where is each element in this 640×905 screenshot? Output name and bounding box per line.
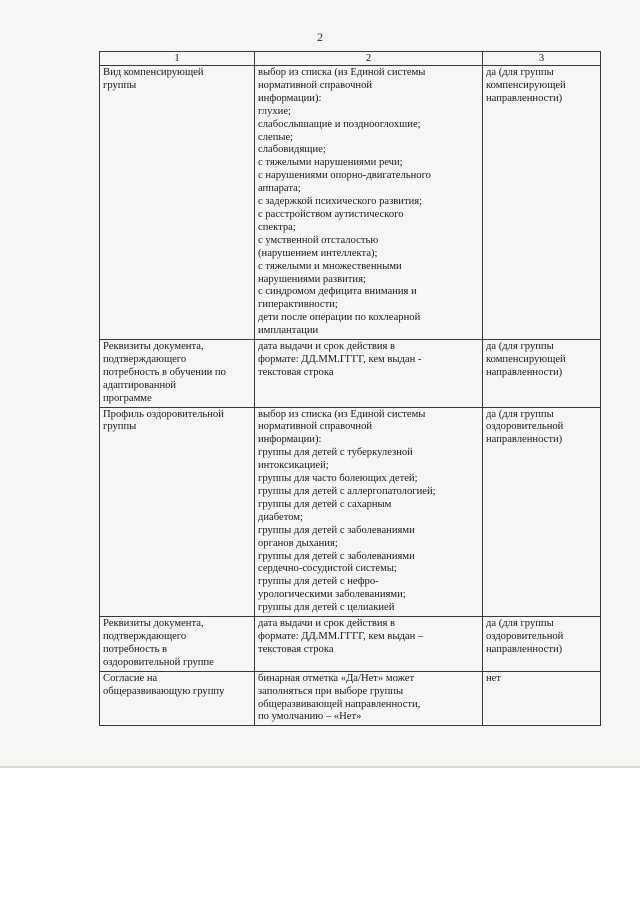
field-format-cell	[255, 407, 483, 617]
field-required-line: направленности)	[486, 643, 563, 655]
field-required-line: оздоровительной	[486, 630, 564, 642]
field-name-cell	[100, 617, 255, 672]
field-format-line: группы для детей с заболеваниями	[258, 550, 415, 562]
field-name-cell	[100, 340, 255, 408]
field-required-cell	[483, 407, 601, 617]
field-format-line: группы для детей с целиакией	[258, 602, 395, 614]
field-format-cell	[255, 671, 483, 726]
field-format-cell	[255, 66, 483, 340]
page-number: 2	[317, 30, 323, 44]
field-format-line: группы для детей с туберкулезной	[258, 447, 413, 459]
table-row	[100, 617, 601, 672]
table-body	[100, 66, 601, 726]
field-required-line: направленности)	[486, 92, 563, 104]
field-name-line: Реквизиты документа,	[103, 618, 204, 630]
field-format-line: слабослышащие и позднооглохшие;	[258, 118, 421, 130]
field-format-line: группы для детей с аллергопатологией;	[258, 486, 436, 497]
table-row	[100, 340, 601, 408]
field-format-line: слабовидящие;	[258, 144, 326, 156]
field-format-line: общеразвивающей направленности,	[258, 698, 421, 710]
field-name-line: Согласие на	[103, 672, 158, 684]
field-name-line: адаптированной	[103, 379, 177, 391]
field-name-line: группы	[103, 421, 137, 433]
field-name-line: потребность в	[103, 643, 168, 655]
field-format-line: с задержкой психического развития;	[258, 196, 423, 208]
field-required-line: да (для группы	[486, 618, 554, 630]
field-format-line: (нарушением интеллекта);	[258, 247, 378, 259]
field-format-line: дата выдачи и срок действия в	[258, 341, 396, 353]
field-format-line: формате: ДД.ММ.ГГГГ, кем выдан -	[258, 353, 422, 365]
field-name-line: оздоровительной группе	[103, 656, 214, 668]
field-format-line: информации):	[258, 434, 322, 446]
field-format-line: по умолчанию – «Нет»	[258, 711, 362, 723]
field-format-line: имплантации	[258, 325, 319, 337]
field-format-line: группы для часто болеющих детей;	[258, 473, 418, 485]
field-format-line: заполняться при выборе группы	[258, 685, 404, 697]
field-required-line: да (для группы	[486, 341, 554, 353]
field-format-line: аппарата;	[258, 183, 301, 195]
field-name-line: Вид компенсирующей	[103, 67, 204, 78]
field-name-line: потребность в обучении по	[103, 366, 226, 378]
field-name-line: Профиль оздоровительной	[103, 408, 224, 420]
field-format-cell	[255, 617, 483, 672]
column-header-3: 3	[483, 52, 601, 66]
field-format-line: группы для детей с заболеваниями	[258, 524, 415, 536]
field-format-line: с тяжелыми нарушениями речи;	[258, 157, 403, 169]
field-format-line: дата выдачи и срок действия в	[258, 618, 396, 630]
field-format-line: группы для детей с сахарным	[258, 498, 392, 510]
field-required-line: направленности)	[486, 434, 563, 446]
field-format-line: с умственной отсталостью	[258, 234, 379, 246]
field-name-line: группы	[103, 79, 137, 91]
field-name-line: программе	[103, 392, 152, 404]
field-format-line: дети после операции по кохлеарной	[258, 312, 421, 324]
table-row	[100, 407, 601, 617]
field-format-cell	[255, 340, 483, 408]
field-format-line: гиперактивности;	[258, 299, 338, 311]
field-format-line: интоксикацией;	[258, 460, 329, 472]
field-required-line: направленности)	[486, 366, 563, 378]
field-format-line: нормативной справочной	[258, 421, 373, 433]
field-name-cell	[100, 66, 255, 340]
field-format-line: с расстройством аутистического	[258, 208, 404, 220]
field-name-line: подтверждающего	[103, 630, 187, 642]
field-required-cell	[483, 340, 601, 408]
field-format-line: спектра;	[258, 221, 296, 233]
column-header-1: 1	[100, 52, 255, 66]
field-format-line: глухие;	[258, 105, 292, 117]
field-format-line: с нарушениями опорно-двигательного	[258, 170, 431, 182]
field-format-line: текстовая строка	[258, 366, 334, 378]
field-format-line: выбор из списка (из Единой системы	[258, 408, 426, 420]
field-format-line: слепые;	[258, 131, 294, 143]
field-required-line: компенсирующей	[486, 353, 566, 365]
field-required-cell	[483, 617, 601, 672]
field-format-line: выбор из списка (из Единой системы	[258, 67, 426, 78]
field-format-line: нормативной справочной	[258, 79, 373, 91]
field-required-cell	[483, 671, 601, 726]
field-name-line: Реквизиты документа,	[103, 341, 204, 353]
field-format-line: сердечно-сосудистой системы;	[258, 563, 397, 575]
field-required-line: да (для группы	[486, 408, 554, 420]
requirements-table	[99, 51, 601, 726]
table-header-row	[100, 52, 601, 66]
table-row	[100, 671, 601, 726]
field-format-line: информации):	[258, 92, 322, 104]
field-name-line: подтверждающего	[103, 353, 187, 365]
field-format-line: органов дыхания;	[258, 537, 338, 549]
field-required-line: да (для группы	[486, 67, 554, 78]
field-format-line: текстовая строка	[258, 643, 334, 655]
column-header-2: 2	[255, 52, 483, 66]
field-format-line: бинарная отметка «Да/Нет» может	[258, 672, 415, 684]
field-format-line: формате: ДД.ММ.ГГГГ, кем выдан –	[258, 630, 424, 642]
field-format-line: диабетом;	[258, 511, 303, 523]
field-required-cell	[483, 66, 601, 340]
field-required-line: оздоровительной	[486, 421, 564, 433]
field-format-line: группы для детей с нефро-	[258, 576, 379, 588]
field-required-line: компенсирующей	[486, 79, 566, 91]
field-name-cell	[100, 671, 255, 726]
field-format-line: нарушениями развития;	[258, 273, 366, 285]
table-row	[100, 66, 601, 340]
field-format-line: с тяжелыми и множественными	[258, 260, 402, 272]
field-format-line: с синдромом дефицита внимания и	[258, 286, 417, 298]
field-name-cell	[100, 407, 255, 617]
field-required-line: нет	[486, 672, 502, 684]
field-name-line: общеразвивающую группу	[103, 685, 225, 697]
field-format-line: урологическими заболеваниями;	[258, 589, 406, 601]
scan-edge	[0, 766, 640, 768]
